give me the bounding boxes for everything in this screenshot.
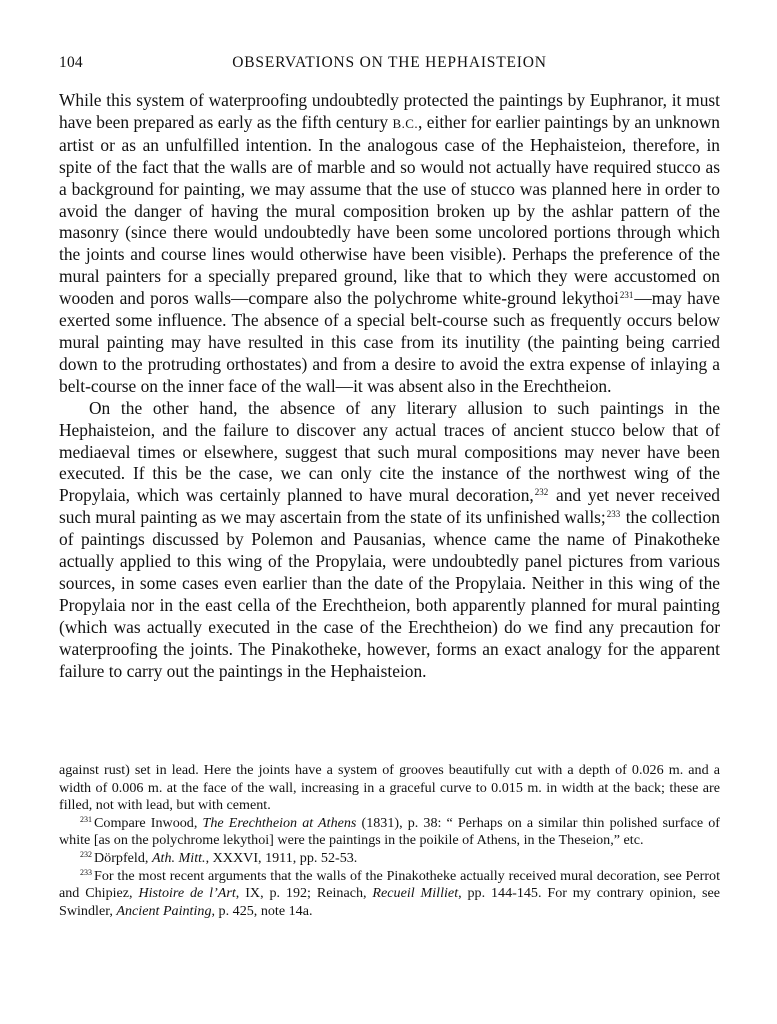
footnote-ref-232[interactable]: 232 — [534, 487, 549, 498]
footnote-number: 232 — [80, 849, 92, 859]
text-run: (1831), p. 38: “ Perhaps on a similar thin polished surface of white [as on the polychrome lekythoi] were the paintings in the poikile of Athens, in the Theseion,” etc. — [59, 814, 720, 849]
footnote-number: 233 — [80, 867, 92, 877]
text-run: —may have exerted some influence. The absence of a special belt-course such as frequently occurs below mural painting may have resulted in this case from its inutility (the painting being carried down to the protruding orthostates) and from a desire to avoid the extra expense of inlaying a belt-course on the inner face of the wall—it was absent also in the Erechtheion. — [59, 288, 720, 396]
text-run: and yet never received such mural painting as we may ascertain from the state of its unfinished walls; — [59, 485, 720, 528]
footnote-233 — [59, 868, 720, 921]
text-run: For the most recent arguments that the walls of the Pinakotheke actually received mural decoration, see Perrot and Chipiez, — [59, 867, 720, 902]
text-run: , p. 425, note 14a. — [211, 902, 313, 919]
footnote-continuation: against rust) set in lead. Here the joints have a system of grooves beautifully cut with a depth of 0.026 m. and a width of 0.006 m. at the face of the wall, increasing in a graceful curve to 0.015 m. in width at the back; these are filled, not with lead, but with cement. — [59, 762, 720, 814]
footnote-ref-233[interactable]: 233 — [606, 509, 621, 520]
citation-title: The Erechtheion at Athens — [202, 814, 357, 831]
text-run: , either for earlier paintings by an unknown artist or as an unfulfilled intention. In the analogous case of the Hephaisteion, therefore, in spite of the fact that the walls are of marble and so would not actually have required stucco as a background for painting, we may assume that the use of stucco was planned here in order to avoid the danger of having the mural composition broken up by the ashlar pattern of the masonry (since there would undoubtedly have been some uncolored portions through which the joints and course lines would otherwise have been visible). Perhaps the preference of the mural painters for a specially prepared ground, like that to which they were accustomed on wooden and poros walls—compare also the polychrome white-ground lekythoi — [59, 111, 720, 309]
text-run: Dörpfeld, — [94, 849, 152, 866]
era-abbreviation: B.C. — [392, 115, 418, 131]
text-run: , pp. 144-145. For my contrary opinion, see Swindler, — [59, 885, 720, 919]
footnote-number: 231 — [80, 814, 92, 824]
main-text — [59, 90, 720, 682]
text-run: Compare Inwood, — [94, 814, 203, 831]
paragraph-2 — [59, 398, 720, 683]
citation-title: Recueil Milliet — [372, 885, 459, 902]
page-number: 104 — [59, 54, 83, 71]
citation-title: Ancient Painting — [116, 902, 212, 919]
footnotes — [59, 762, 720, 920]
text-run: While this system of waterproofing undoubtedly protected the paintings by Euphranor, it must have been prepared as early as the fifth century — [59, 90, 720, 132]
footnote-ref-231[interactable]: 231 — [619, 290, 634, 301]
citation-title: Histoire de l’Art — [138, 885, 236, 902]
running-title: OBSERVATIONS ON THE HEPHAISTEION — [232, 54, 547, 71]
text-run: On the other hand, the absence of any literary allusion to such paintings in the Hephaisteion, and the failure to discover any actual traces of ancient stucco below that of mediaeval times or elsewhere, suggest that such mural compositions may never have been executed. If this be the case, we can only cite the instance of the northwest wing of the Propylaia, which was certainly planned to have mural decoration, — [59, 397, 720, 506]
citation-title: Ath. Mitt. — [151, 849, 206, 866]
footnote-232 — [59, 850, 720, 868]
footnote-231 — [59, 815, 720, 850]
paragraph-1 — [59, 90, 720, 398]
text-run: the collection of paintings discussed by Polemon and Pausanias, whence came the name of Pinakotheke actually applied to this wing of the Propylaia, were undoubtedly panel pictures from various sources, in some cases even earlier than the date of the Propylaia. Neither in this wing of the Propylaia nor in the east cella of the Erechtheion, both apparently planned for mural painting (which was actually executed in the case of the Erechtheion) do we find any precaution for waterproofing the joints. The Pinakotheke, however, forms an exact analogy for the apparent failure to carry out the paintings in the Hephaisteion. — [59, 507, 721, 681]
text-run: , XXXVI, 1911, pp. 52-53. — [205, 849, 358, 866]
text-run: , IX, p. 192; Reinach, — [235, 885, 373, 902]
